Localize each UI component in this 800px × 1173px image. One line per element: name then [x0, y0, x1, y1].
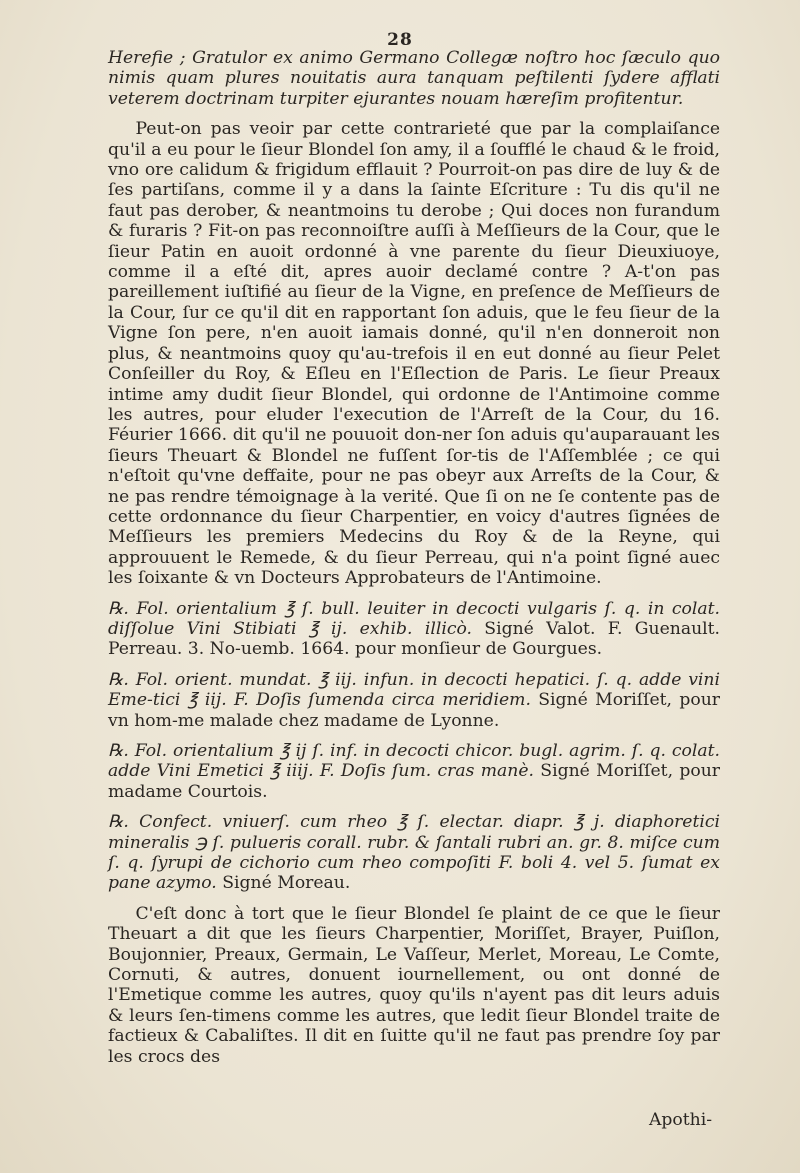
body-paragraph: Peut-on pas veoir par cette contrarieté que par la complaiſance qu'il a eu pour le ſieur Blondel ſon amy, il a ſoufflé le chaud & le froid, vno ore calidum & frigidum efflauit ? Pourroit-on pas dire de luy & de ſes partiſans, comme il y a dans la ſainte Eſcriture : Tu dis qu'il ne faut pas derober, & neantmoins tu derobe ; Qui doces non furandum & furaris ? Fit-on pas reconnoiſtre auſſi à Meſſieurs de la Cour, que le ſieur Patin en auoit ordonné à vne parente du ſieur Dieuxiuoye, comme il a eſté dit, apres auoir declamé contre ? A-t'on pas pareillement iuſtifié au ſieur de la Vigne, en preſence de Meſſieurs de la Cour, ſur ce qu'il dit en rapportant ſon aduis, que le feu ſieur de la Vigne ſon pere, n'en auoit iamais donné, qu'il n'en donneroit non plus, & neantmoins quoy qu'au-trefois il en eut donné au ſieur Pelet Conſeiller du Roy, & Eſleu en l'Eſlection de Paris. Le ſieur Preaux intime amy dudit ſieur Blondel, qui ordonne de l'Antimoine comme les autres, pour eluder l'execution de l'Arreſt de la Cour, du 16. Féurier 1666. dit qu'il ne pouuoit don-ner ſon aduis qu'auparauant les ſieurs Theuart & Blondel ne fuſſent ſor-tis de l'Aſſemblée ; ce qui n'eſtoit qu'vne deffaite, pour ne pas obeyr aux Arreſts de la Cour, & ne pas rendre témoignage à la verité. Que ſi on ne ſe contente pas de cette ordonnance du ſieur Charpentier, en voicy d'autres ſignées de Meſſieurs les premiers Medecins du Roy & de la Reyne, qui approuuent le Remede, & du ſieur Perreau, qui n'a point ſigné auec les ſoixante & vn Docteurs Approbateurs de l'Antimoine. [108, 119, 720, 589]
recipe [108, 812, 720, 894]
catchword: Apothi- [648, 1110, 712, 1130]
recipe-signature: Signé Moriſſet, pour vn hom-me malade chez madame de Lyonne. [108, 690, 720, 731]
recipe-latin: ℞. Confect. vniuerſ. cum rheo ℥ ſ. electar. diapr. ℥ j. diaphoretici mineralis ℈ ſ. pulueris corall. rubr. & ſantali rubri an. gr. 8. miſce cum ſ. q. ſyrupi de cichorio cum rheo compoſiti F. boli 4. vel 5. ſumat ex pane azymo. [108, 812, 720, 894]
opening-paragraph: Herefie ; Gratulor ex animo Germano Collegæ noſtro hoc ſæculo quo nimis quam plures nouitatis aura tanquam peſtilenti ſydere afflati veterem doctrinam turpiter ejurantes nouam hæreſim profitentur. [108, 48, 720, 109]
page-number: 28 [387, 30, 413, 50]
recipe [108, 670, 720, 731]
recipe-latin: ℞. Fol. orientalium ℥ ij ſ. inf. in decocti chicor. bugl. agrim. ſ. q. colat. adde Vini Emetici ℥ iiij. F. Doſis ſum. cras manè. [108, 741, 720, 782]
recipe-latin: ℞. Fol. orient. mundat. ℥ iij. infun. in decocti hepatici. ſ. q. adde vini Eme-tici ℥ iij. F. Doſis ſumenda circa meridiem. [108, 669, 720, 711]
recipe-latin: ℞. Fol. orientalium ℥ ſ. bull. leuiter in decocti vulgaris ſ. q. in colat. diſſolue Vini Stibiati ℥ ij. exhib. illicò. [108, 598, 720, 639]
recipe [108, 741, 720, 802]
main-text [108, 48, 720, 1067]
recipe-signature: Signé Valot. F. Guenault. Perreau. 3. No-uemb. 1664. pour monſieur de Gourgues. [108, 618, 721, 660]
closing-paragraph: C'eſt donc à tort que le ſieur Blondel ſe plaint de ce que le ſieur Theuart a dit que les ſieurs Charpentier, Moriſſet, Brayer, Puiſlon, Boujonnier, Preaux, Germain, Le Vaſſeur, Merlet, Moreau, Le Comte, Cornuti, & autres, donuent iournellement, ou ont donné de l'Emetique comme les autres, quoy qu'ils n'ayent pas dit leurs aduis & leurs ſen-timens comme les autres, que ledit ſieur Blondel traite de factieux & Cabaliſtes. Il dit en ſuitte qu'il ne faut pas prendre ſoy par les crocs des [108, 903, 720, 1067]
recipe-signature: Signé Moreau. [222, 873, 351, 894]
recipe [108, 599, 720, 660]
recipe-signature: Signé Moriſſet, pour madame Courtois. [108, 761, 720, 802]
